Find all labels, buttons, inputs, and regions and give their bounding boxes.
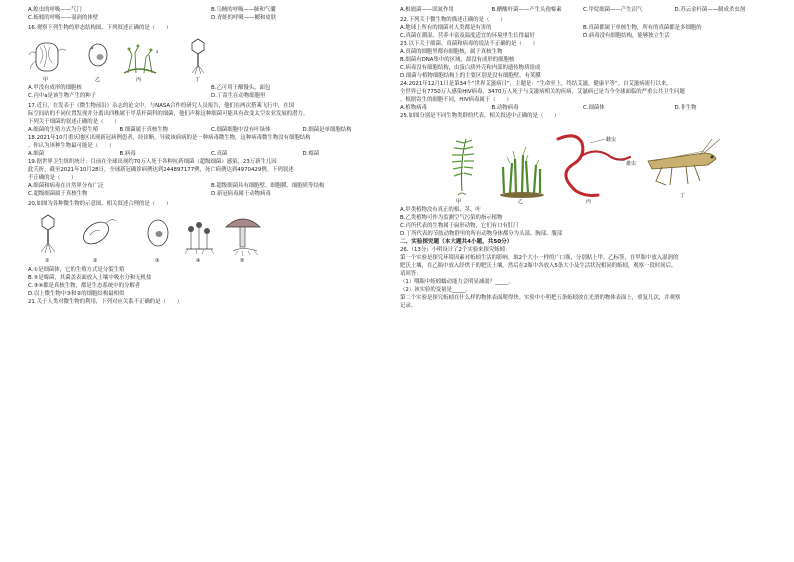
q25-label-yi: 乙 <box>518 199 524 205</box>
q17-line-3: 下列关于细菌的叙述正确的是（ ） <box>28 119 120 125</box>
q21-option-d: D.苏云金杆菌——制成杀虫剂 <box>674 7 746 13</box>
q20-option-c: C.③④都是真核生物，都是生态系统中的分解者 <box>28 283 141 289</box>
q25-option-c: C.丙所代表的生物属于扁形动物，它们有口有肛门 <box>400 223 519 229</box>
q25-option-b: B.乙类植物可作为监测空气污染的指示植物 <box>400 215 503 221</box>
q18-option-b: B.病毒 <box>119 151 136 157</box>
q25-label-bing: 丙 <box>586 199 592 205</box>
q16-label-bing: 丙 <box>136 77 142 83</box>
q23-stem: 23.以下关于细菌、真菌和病毒的说法不正确的是（ ） <box>400 41 538 47</box>
q21-option-c: C.甲烷细菌——产生沼气 <box>583 7 643 13</box>
q19-option-a: A.细菌和病毒在自然界分布广泛 <box>28 183 104 189</box>
q24-option-a: A.植物病毒 <box>400 105 427 111</box>
q20-figure <box>28 209 394 265</box>
q16-options-row1 <box>28 84 394 92</box>
q16-option-a: A.甲没有成形的细胞核 <box>28 85 82 91</box>
q16-option-c: C.丙中a是该生物产生的种子 <box>28 93 97 99</box>
q25-figure-yi <box>500 147 544 198</box>
q20-figure-3 <box>148 220 168 246</box>
q18-option-c: C.真菌 <box>211 151 228 157</box>
q20-figure-4 <box>185 222 214 254</box>
q20-label-3: ③ <box>155 258 160 264</box>
svg-text:a: a <box>156 49 159 54</box>
q17-line-2: 际空间站的不同位置发现并分离出四株属于甲基杆菌科的细菌，他们声称这种细菌可能具有改变太空农业发展的潜力。 <box>28 111 309 117</box>
q25-figure-ding <box>648 139 720 185</box>
q16-option-d: D.丁寄生在动物细胞里 <box>211 93 266 99</box>
q15-option-c: C.蚯蚓的呼吸——湿润的体壁 <box>28 15 99 21</box>
q21-option-b: B.醋酸杆菌——产生头孢霉素 <box>491 7 562 13</box>
q22-option-b: B.真菌都属于单核生物，所有的真菌都是多细胞的 <box>583 25 702 31</box>
q24-options <box>400 104 766 112</box>
q19-options-row1 <box>28 182 394 190</box>
q20-label-2: ② <box>93 258 98 264</box>
q18-options <box>28 150 394 158</box>
q20-option-b: B.⑤是霉菌，其菌盖表面放入土壤中吸水分和无机盐 <box>28 275 152 281</box>
q20-figure-5 <box>226 219 260 256</box>
q16-figure-yi <box>89 44 107 66</box>
q25-option-a: A.甲类植物没有真正的根、茎、叶 <box>400 207 481 213</box>
q25-label-jia: 甲 <box>456 199 462 205</box>
q20-figure-1 <box>41 215 55 253</box>
q16-figure-jia <box>29 43 66 71</box>
q15-option-a: A.蝗虫的呼吸——气门 <box>28 7 82 13</box>
q23-option-b: B.细菌有DNA集中的区域，却没有成形的细胞核 <box>400 57 515 63</box>
q22-option-a: A.地球上所有的细菌对人类都是有害的 <box>400 25 492 31</box>
q18-line-1: 18.2021年10月重庆地区出现新冠病例患者，经诊断，导致该病病的是一种病毒微生物，这种病毒微生物没有细胞结构 <box>28 135 311 141</box>
q16-figure <box>28 33 394 83</box>
q26-line-2: 第一个实验是探究环境因素对蚯蚓生活的影响。取2个大小一样的广口瓶，分别贴上甲、乙标签，在甲瓶中放入湿润的 <box>400 255 679 261</box>
q23-option-d: D.细菌与植物细胞结构上的主要区别是没有细胞壁，有荚膜 <box>400 73 541 79</box>
q17-option-a: A.细菌的生殖方式为分裂生殖 <box>28 127 98 133</box>
q16-stem: 16.观察下列生物的形态结构图，下列叙述正确的是（ ） <box>28 25 172 31</box>
q21-stem: 21.关于人类对微生物的利用，下列对应关系不正确的是（ ） <box>28 299 183 305</box>
q20-figure-2 <box>79 218 116 249</box>
q16-label-ding: 丁 <box>195 77 201 83</box>
q18-option-d: D.霉菌 <box>302 151 320 157</box>
q24-option-b: B.动物病毒 <box>491 105 519 111</box>
q22-option-d: D.病毒没有细胞结构，能够独立生活 <box>583 33 670 39</box>
q17-option-b: B.细菌属于真核生物 <box>119 127 169 133</box>
q25-option-d: D.丁所代表的节肢动物群里的所有动物身体都分为头部、胸部、腹部 <box>400 231 563 237</box>
q16-option-b: B.乙可用于酿馒头、面包 <box>211 85 271 91</box>
q24-option-c: C.细菌体 <box>583 105 605 111</box>
q26-sub-1: （1）哪瓶中蚯蚓蠕动能力会明显减弱？_____。 <box>400 279 514 285</box>
left-column <box>28 6 394 306</box>
q24-option-d: D.非生物 <box>674 105 697 111</box>
q25-figure-bing <box>558 136 630 196</box>
q25-stem: 25.如图分别是不同生物类群的代表，相关叙述中正确的是（ ） <box>400 113 560 119</box>
q20-microbes-illustration <box>28 209 268 265</box>
q15-options-row2 <box>28 14 394 22</box>
q19-line-1: 19.据世界卫生组织统计：目前在全球出现约70万人死于各种抗药细菌（超级细菌）感染，23万新生儿因 <box>28 159 277 165</box>
q17-option-c: C.细菌细胞中没有叶绿体 <box>211 127 271 133</box>
q23-option-a: A.真菌的细胞里都有细胞核，属于真核生物 <box>400 49 503 55</box>
q22-options-row1 <box>400 24 766 32</box>
q19-options-row2 <box>28 190 394 198</box>
q22-stem: 22.下列关于微生物的描述正确的是（ ） <box>400 17 506 23</box>
q26-tail-line-2: 记录。 <box>400 303 417 309</box>
q16-label-yi: 乙 <box>95 77 101 83</box>
q25-label-female: 雌虫 <box>606 137 617 143</box>
q20-label-1: ① <box>45 258 50 264</box>
q19-option-b: B.超级细菌具有细胞壁、细胞膜、细胞质等结构 <box>211 183 325 189</box>
q16-figure-bing <box>124 45 159 74</box>
q22-options-row2 <box>400 32 766 40</box>
q19-option-d: D.新冠病毒属于动物病毒 <box>211 191 271 197</box>
q22-option-c: C.真菌在潮湿、营养丰富及温度适宜的环境里生长得最好 <box>400 33 535 39</box>
q20-option-a: A.①是细菌体，它的生殖方式是分裂生殖 <box>28 267 125 273</box>
q19-option-c: C.超级细菌属于真核生物 <box>28 191 88 197</box>
right-column <box>400 6 766 310</box>
q25-label-ding: 丁 <box>680 193 686 199</box>
q15-options-row1 <box>28 6 394 14</box>
q20-label-5: ⑤ <box>240 258 245 264</box>
q26-line-4: 请回答： <box>400 271 422 277</box>
q16-figure-ding <box>192 39 204 74</box>
q20-option-d: D.以上微生物中③和②的细胞结构最相似 <box>28 291 125 297</box>
q16-label-jia: 甲 <box>43 77 49 83</box>
q17-line-1: 17.近日，在发表于《微生物前沿》杂志的论文中，与NASA合作的研究人员报告，他们在两次搭乘飞行中，在国 <box>28 103 295 109</box>
q18-option-a: A.细菌 <box>28 151 45 157</box>
q24-line-2: 全世界已有7750万人感染HIV病毒，3470万人死于与艾滋病相关的疾病，艾滋病已是当今全球面临的严重公共卫生问题 <box>400 89 685 95</box>
q18-line-2: 。你认为该种生物最可能是（ ） <box>28 143 115 149</box>
section-title-experiments: 二、实验探究题（本大题共4小题，共50分） <box>400 239 513 245</box>
q25-figure <box>400 121 766 205</box>
q16-options-row2 <box>28 92 394 100</box>
q15-option-d: D.青蛙的呼吸——鳃和皮肤 <box>211 15 277 21</box>
q16-organisms-illustration <box>28 33 228 83</box>
q20-stem: 20.如图为各种微生物的示意图，相关叙述合理的是（ ） <box>28 201 172 207</box>
q19-line-2: 此夭折。截至2021年10月28日，全球新冠确诊病例达到244897177例，死亡病例达到4970429例。下列叙述 <box>28 167 294 173</box>
q24-line-3: 。根据寄生的细胞不同，HIV病毒属于（ ） <box>400 97 512 103</box>
q26-tail-line-1: 第二个实验是探究蚯蚓在什么样的物体表面爬得快。实验中小明把五条蚯蚓放在光滑的物体表面上，重复几次，并观察 <box>400 295 681 301</box>
q17-options <box>28 126 394 134</box>
q17-option-d: D.细菌是单细胞结构 <box>302 127 352 133</box>
q25-label-male: 雄虫 <box>626 161 637 167</box>
q19-line-3: 不正确的是（ ） <box>28 175 77 181</box>
q26-line-1: 26.（13分）小明设计了2个实验来探究蚯蚓： <box>400 247 511 253</box>
q23-option-c: C.病毒没有细胞结构，由蛋白质外壳和内部的遗传物质组成 <box>400 65 541 71</box>
q21-option-a: A.根瘤菌——固氮作用 <box>400 7 454 13</box>
q25-organisms-illustration <box>400 121 766 205</box>
q21-options <box>400 6 766 14</box>
q24-line-1: 24.2021年12月1日是第34个“世界艾滋病日”，主题是：“生命至上，终结艾滋，健康平等”。自艾滋病流行以来， <box>400 81 672 87</box>
q15-option-b: B.乌贼的呼吸——肺和气囊 <box>211 7 276 13</box>
q26-sub-2: （2）该实验的变量是_____。 <box>400 287 471 293</box>
q20-label-4: ④ <box>196 258 201 264</box>
q25-figure-jia <box>452 139 474 195</box>
q26-line-3: 肥沃土壤，在乙瓶中放入经烘干的肥沃土壤。然后在2瓶中各放入5条大小及生活状况相同的蚯蚓，观察一段时间后。 <box>400 263 677 269</box>
